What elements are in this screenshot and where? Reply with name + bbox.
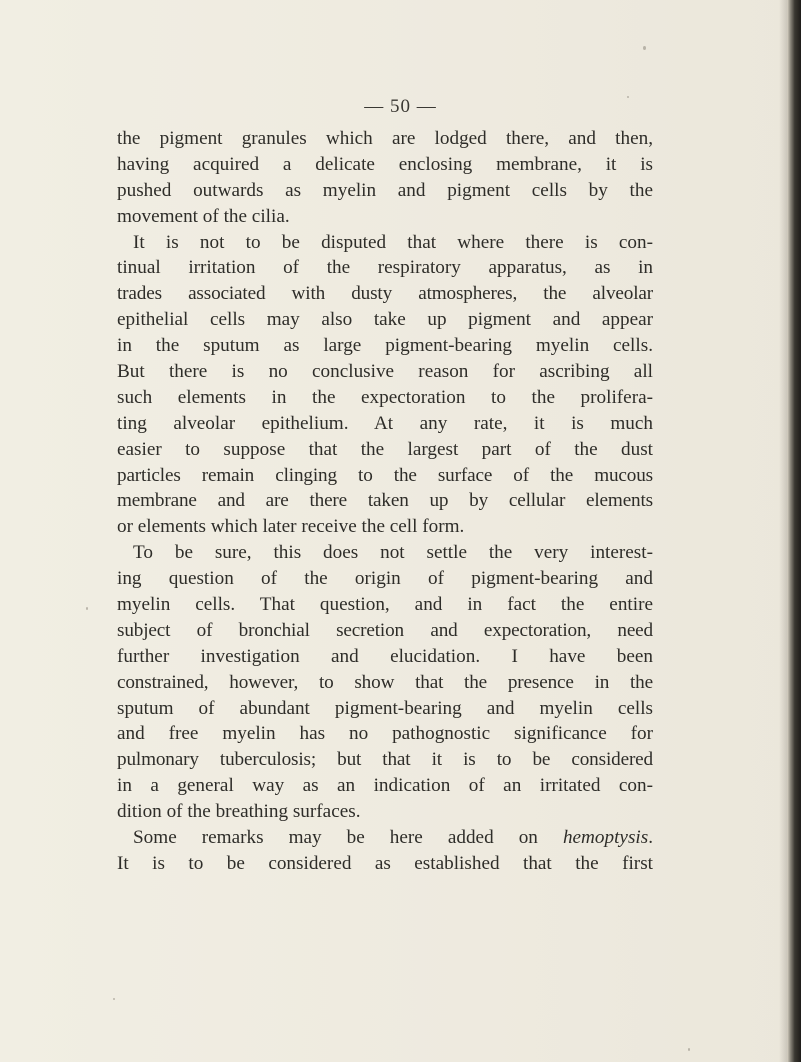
remarks-suffix: .: [648, 827, 654, 849]
binding-shadow: [779, 0, 787, 1062]
text-line: such elements in the expectoration to the prolifera-: [117, 386, 653, 408]
text-line: in a general way as an indication of an irritated con-: [117, 775, 653, 797]
book-binding-edge: [787, 0, 801, 1062]
text-line: epithelial cells may also take up pigment and appear: [117, 309, 653, 331]
text-line: But there is no conclusive reason for ascribing all: [117, 361, 653, 383]
text-line: further investigation and elucidation. I have been: [117, 645, 653, 667]
text-line: tinual irritation of the respiratory apparatus, as in: [117, 257, 653, 279]
paper-speck: [113, 998, 115, 1000]
text-line: ing question of the origin of pigment-bearing and: [117, 568, 653, 590]
text-line: having acquired a delicate enclosing membrane, it is: [117, 153, 653, 175]
text-line: or elements which later receive the cell form.: [117, 516, 465, 538]
final-line: It is to be considered as established that the first: [117, 852, 653, 874]
body-text: [117, 126, 653, 877]
text-line: It is not to be disputed that where there is con-: [133, 231, 653, 253]
page-number: — 50 —: [364, 96, 437, 117]
text-line: sputum of abundant pigment-bearing and myelin cells: [117, 697, 653, 719]
text-line: in the sputum as large pigment-bearing myelin cells.: [117, 335, 653, 357]
text-line: dition of the breathing surfaces.: [117, 801, 361, 823]
remarks-prefix: Some remarks may be here added on: [133, 827, 538, 849]
text-line: To be sure, this does not settle the very interest-: [133, 542, 653, 564]
text-line: easier to suppose that the largest part of the dust: [117, 438, 653, 460]
remarks-term: hemoptysis: [562, 827, 649, 849]
paper-speck: [627, 96, 629, 98]
text-line: particles remain clinging to the surface of the mucous: [117, 464, 653, 486]
text-line: movement of the cilia.: [117, 205, 290, 227]
remarks-line: [117, 825, 653, 851]
paper-speck: [643, 46, 646, 50]
text-line: the pigment granules which are lodged there, and then,: [117, 128, 653, 149]
text-line: constrained, however, to show that the presence in the: [117, 671, 653, 693]
paper-speck: [688, 1048, 690, 1051]
text-line: pushed outwards as myelin and pigment cells by the: [117, 179, 653, 201]
text-line: membrane and are there taken up by cellular elements: [117, 490, 653, 512]
text-line: myelin cells. That question, and in fact the entire: [117, 594, 653, 616]
text-line: and free myelin has no pathognostic significance for: [117, 723, 653, 745]
paper-speck: [86, 607, 88, 610]
text-line: pulmonary tuberculosis; but that it is to be considered: [117, 749, 653, 771]
text-line: subject of bronchial secretion and expectoration, need: [117, 619, 653, 641]
text-line: trades associated with dusty atmospheres, the alveolar: [117, 283, 653, 305]
text-line: ting alveolar epithelium. At any rate, it is much: [117, 412, 653, 434]
